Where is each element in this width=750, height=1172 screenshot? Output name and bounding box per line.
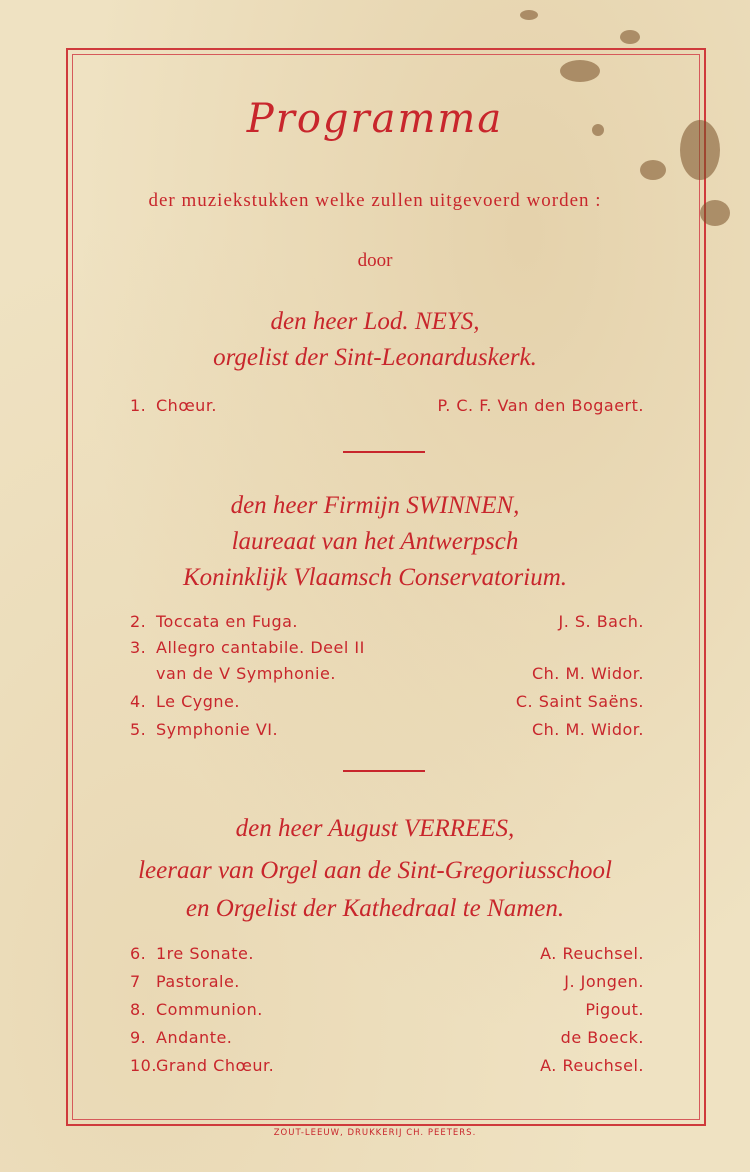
- program-item: [130, 972, 644, 994]
- program-item: [130, 720, 644, 742]
- item-piece: Grand Chœur.: [156, 1056, 275, 1075]
- performer-3-name: den heer August VERREES,: [235, 815, 515, 842]
- program-subtitle: der muziekstukken welke zullen uitgevoerd worden :: [148, 190, 602, 211]
- item-number: 3.: [130, 638, 147, 657]
- program-item: [130, 612, 644, 634]
- item-composer: J. Jongen.: [564, 972, 644, 991]
- item-composer: J. S. Bach.: [558, 612, 644, 631]
- performer-2-title: laureaat van het Antwerpsch: [231, 528, 519, 555]
- item-number: 7: [130, 972, 141, 991]
- item-composer: Ch. M. Widor.: [531, 720, 644, 739]
- program-title: Programma: [246, 96, 504, 142]
- program-item: [130, 664, 644, 686]
- item-piece: Allegro cantabile. Deel II: [156, 638, 365, 657]
- performer-3-institution: en Orgelist der Kathedraal te Namen.: [185, 895, 565, 922]
- item-composer: Ch. M. Widor.: [531, 664, 644, 683]
- stain-mark: [620, 30, 640, 44]
- stain-mark: [560, 60, 600, 82]
- performer-2-name: den heer Firmijn SWINNEN,: [230, 492, 520, 519]
- item-piece: Symphonie VI.: [156, 720, 279, 739]
- program-item: [130, 396, 644, 418]
- item-piece: Communion.: [156, 1000, 263, 1019]
- item-piece: Chœur.: [156, 396, 218, 415]
- performer-2-institution: Koninklijk Vlaamsch Conservatorium.: [183, 564, 567, 591]
- item-number: 10.: [130, 1056, 157, 1075]
- program-item: [130, 692, 644, 714]
- item-number: 4.: [130, 692, 147, 711]
- printer-imprint: ZOUT-LEEUW, DRUKKERIJ CH. PEETERS.: [273, 1128, 477, 1138]
- item-piece: Toccata en Fuga.: [156, 612, 298, 631]
- section-separator: [343, 451, 425, 453]
- item-composer: A. Reuchsel.: [540, 944, 644, 963]
- item-composer: de Boeck.: [560, 1028, 644, 1047]
- program-item: [130, 1056, 644, 1078]
- item-number: 2.: [130, 612, 147, 631]
- item-number: 6.: [130, 944, 147, 963]
- performer-1-title: orgelist der Sint-Leonarduskerk.: [213, 344, 537, 371]
- stain-mark: [520, 10, 538, 20]
- program-item: [130, 1000, 644, 1022]
- item-piece: van de V Symphonie.: [156, 664, 336, 683]
- program-item: [130, 638, 644, 660]
- section-separator: [343, 770, 425, 772]
- item-composer: P. C. F. Van den Bogaert.: [437, 396, 644, 415]
- performer-1-name: den heer Lod. NEYS,: [270, 308, 480, 335]
- item-piece: Andante.: [156, 1028, 233, 1047]
- performer-3-title: leeraar van Orgel aan de Sint-Gregoriusschool: [138, 857, 612, 884]
- item-number: 8.: [130, 1000, 147, 1019]
- item-number: 9.: [130, 1028, 147, 1047]
- item-composer: Pigout.: [585, 1000, 644, 1019]
- item-number: 1.: [130, 396, 147, 415]
- door-label: door: [357, 250, 393, 271]
- stain-mark: [640, 160, 666, 180]
- item-piece: Pastorale.: [156, 972, 240, 991]
- item-composer: C. Saint Saëns.: [515, 692, 644, 711]
- program-item: [130, 944, 644, 966]
- item-piece: Le Cygne.: [156, 692, 240, 711]
- program-item: [130, 1028, 644, 1050]
- item-composer: A. Reuchsel.: [540, 1056, 644, 1075]
- item-number: 5.: [130, 720, 147, 739]
- item-piece: 1re Sonate.: [156, 944, 254, 963]
